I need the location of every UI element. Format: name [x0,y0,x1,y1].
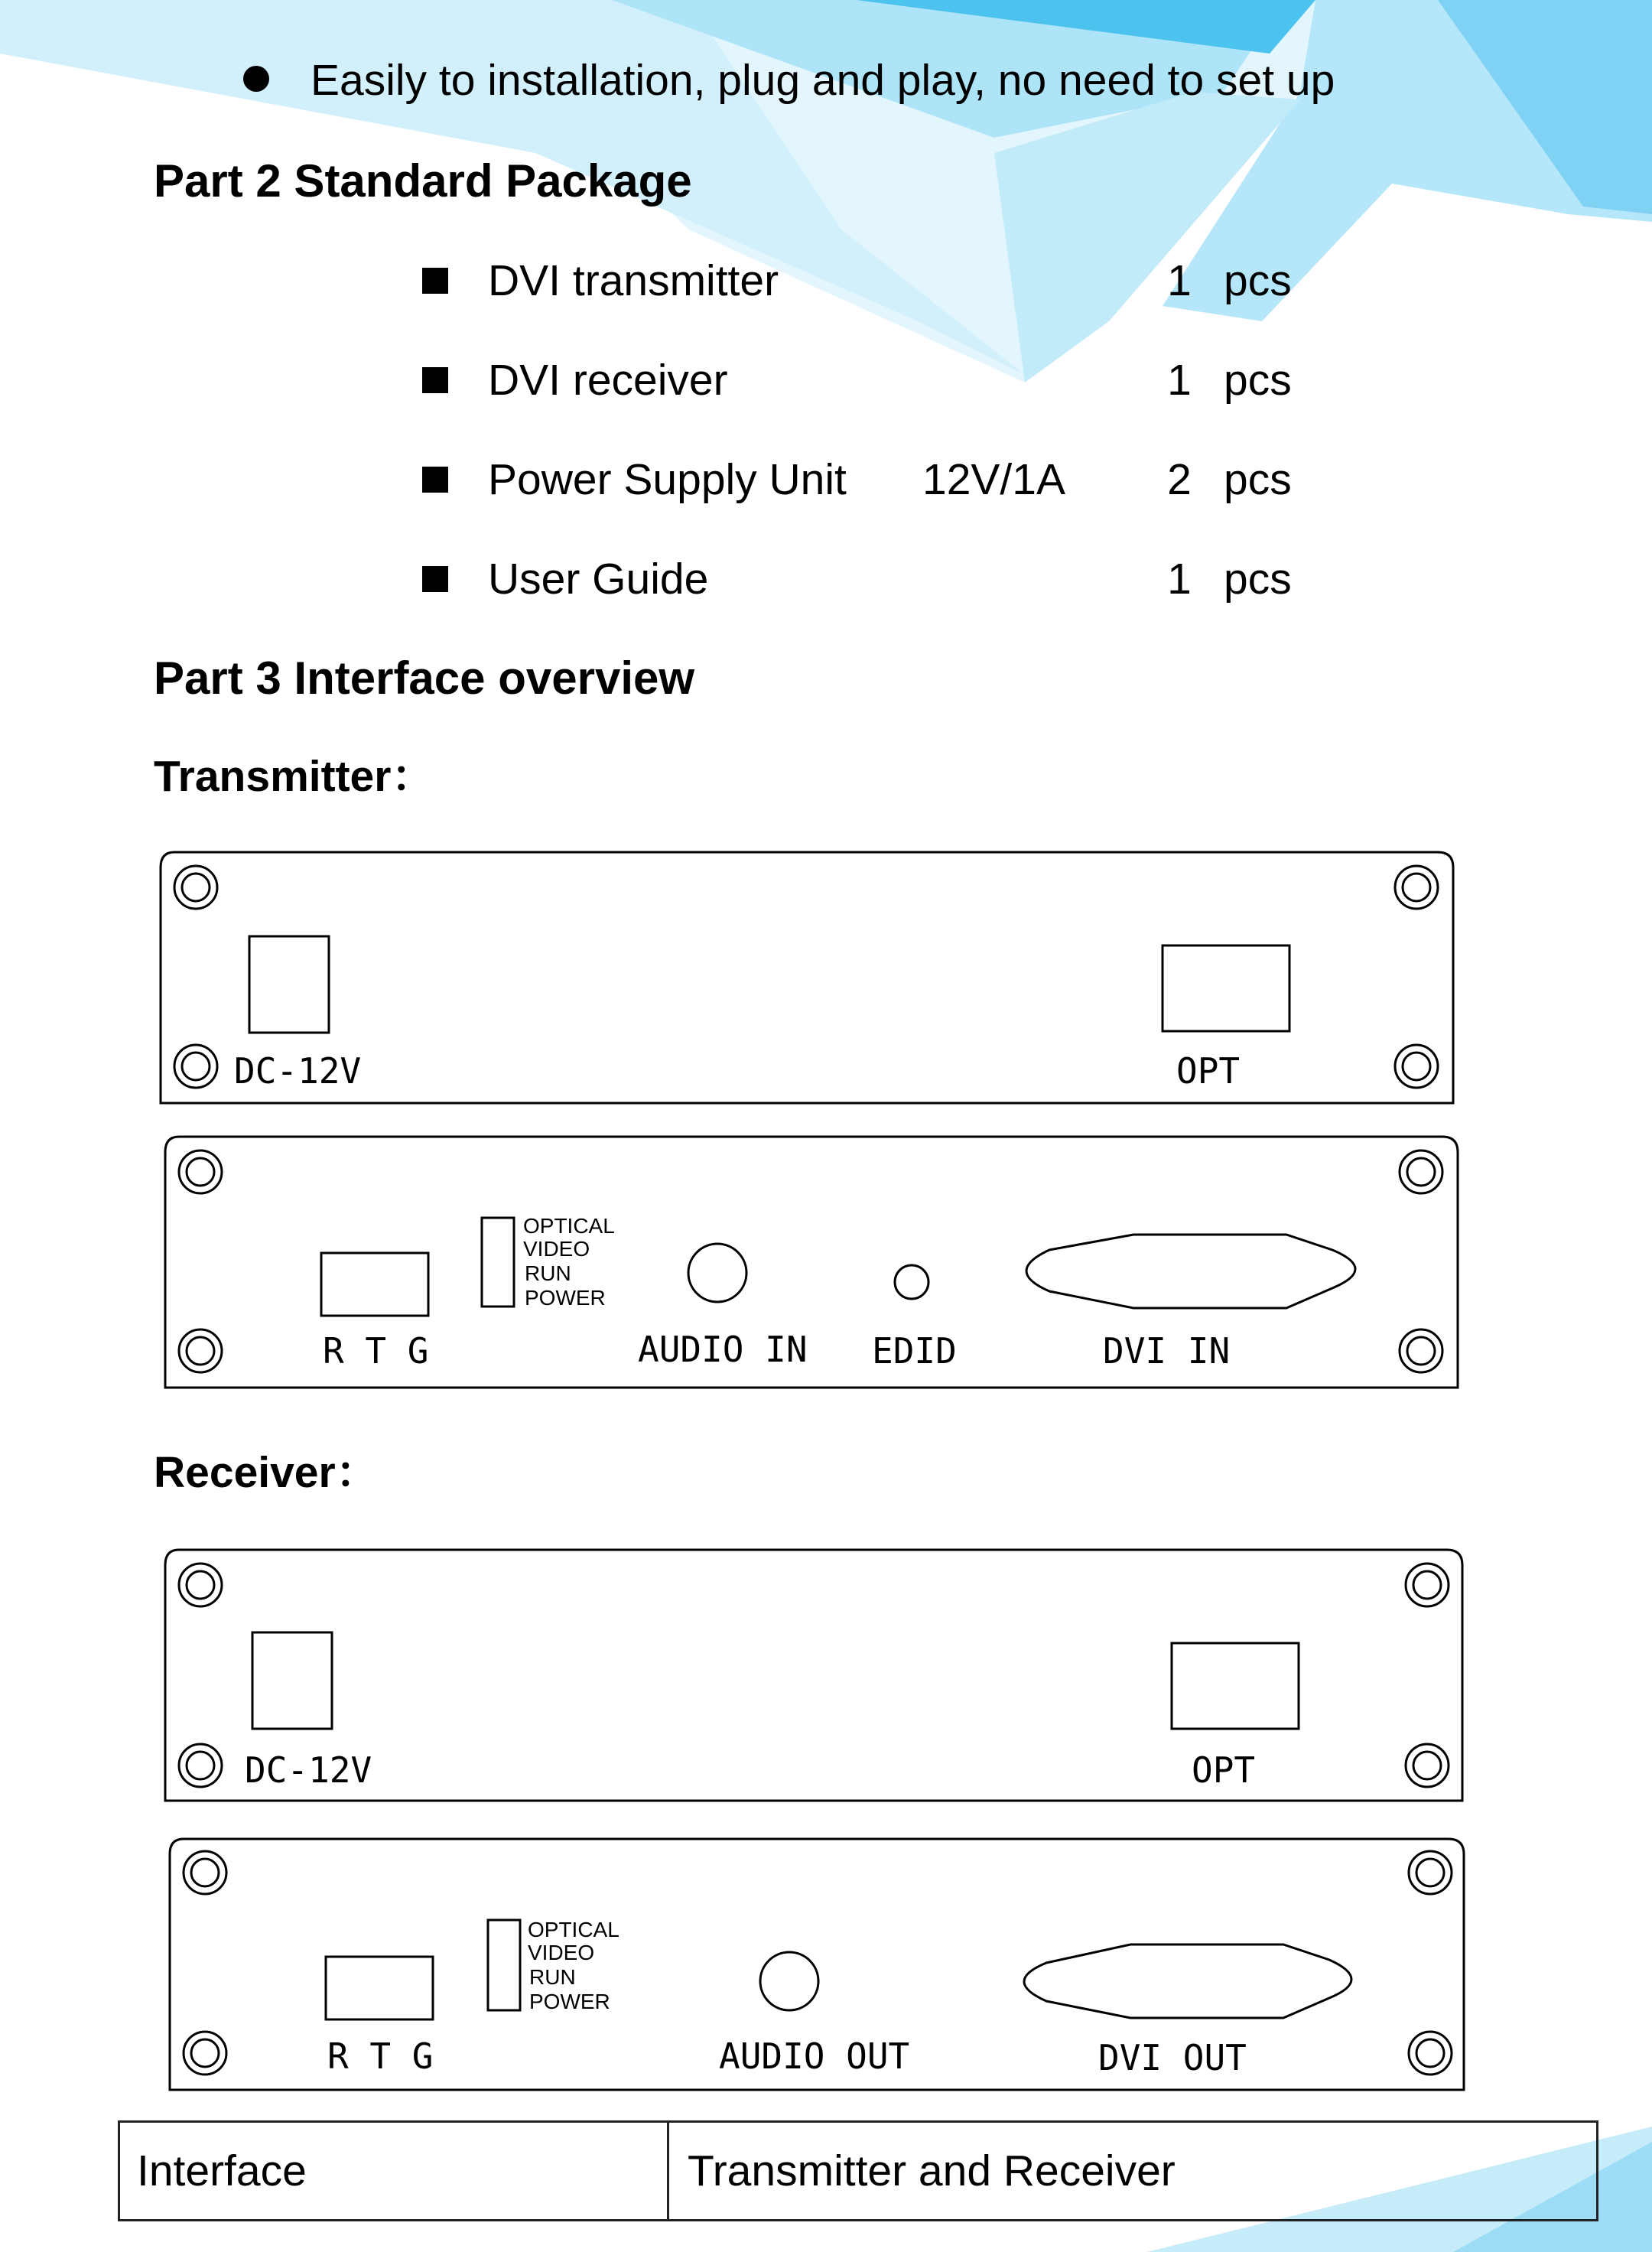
screw-icon [179,1329,222,1372]
receiver-front-panel [162,1548,1464,1804]
receiver-back-panel [167,1837,1465,2093]
dc-power-port [249,936,329,1033]
square-bullet-icon [422,268,448,294]
package-item-qty: 1 [1167,356,1192,405]
bullet-dot-icon [243,66,269,92]
edid-button [895,1265,928,1299]
led-label: VIDEO [528,1941,595,1964]
package-item [422,453,1340,506]
package-item-unit: pcs [1224,356,1292,405]
package-item-unit: pcs [1224,256,1292,305]
opt-port [1172,1643,1299,1729]
dc-power-port [252,1632,332,1729]
screw-icon [1395,1045,1438,1088]
package-item-qty: 1 [1167,256,1192,305]
led-indicator-strip [482,1218,514,1307]
led-label: RUN [529,1965,576,1989]
screw-icon [184,2032,226,2075]
package-item [422,353,1340,407]
screw-icon [1400,1150,1442,1193]
dvi-out-label: DVI OUT [1098,2037,1247,2078]
square-bullet-icon [422,367,448,393]
opt-port [1163,945,1289,1031]
rtg-port [326,1957,433,2019]
led-indicator-strip [488,1920,520,2010]
dvi-in-port [1026,1235,1355,1308]
package-item-unit: pcs [1224,455,1292,504]
opt-port-label: OPT [1192,1749,1256,1791]
edid-label: EDID [872,1330,957,1372]
package-item-name: Power Supply Unit [488,455,847,504]
screw-icon [1406,1564,1449,1606]
package-item-name: User Guide [488,555,709,604]
package-item-name: DVI transmitter [488,256,779,305]
part3-heading: Part 3 Interface overview [154,652,695,704]
screw-icon [1395,866,1438,909]
audio-out-jack [760,1952,818,2010]
square-bullet-icon [422,566,448,592]
audio-in-jack [688,1244,746,1302]
screw-icon [1409,2032,1452,2075]
part2-heading: Part 2 Standard Package [154,155,692,207]
audio-out-label: AUDIO OUT [719,2036,910,2077]
led-label: VIDEO [523,1237,590,1261]
package-item-spec: 12V/1A [922,455,1065,504]
transmitter-label: Transmitter： [154,752,435,801]
screw-icon [174,866,217,909]
rtg-port-label: R T G [323,1330,429,1372]
screw-icon [1400,1329,1442,1372]
screw-icon [174,1045,217,1088]
receiver-label: Receiver： [154,1448,379,1497]
led-label: OPTICAL [528,1918,620,1941]
dvi-out-port [1024,1944,1351,2018]
dvi-in-label: DVI IN [1103,1330,1231,1372]
package-item-unit: pcs [1224,555,1292,604]
led-label: POWER [525,1286,606,1310]
table-cell-interface: Interface [120,2123,669,2219]
led-label: POWER [529,1990,610,2013]
screw-icon [179,1744,222,1787]
package-item [422,254,1340,308]
package-item-qty: 1 [1167,555,1192,604]
interface-table [118,2120,1598,2221]
screw-icon [1406,1744,1449,1787]
dc-port-label: DC-12V [245,1749,372,1791]
rtg-port-label: R T G [327,2036,434,2077]
table-cell-applies-to: Transmitter and Receiver [688,2146,1176,2195]
package-item-name: DVI receiver [488,356,728,405]
transmitter-back-panel [162,1135,1459,1391]
rtg-port [321,1253,428,1316]
opt-port-label: OPT [1176,1050,1241,1092]
screw-icon [184,1851,226,1894]
transmitter-front-panel [158,851,1455,1106]
dc-port-label: DC-12V [234,1050,362,1092]
square-bullet-icon [422,467,448,493]
intro-bullet [243,54,1335,107]
screw-icon [179,1564,222,1606]
package-item-qty: 2 [1167,455,1192,504]
led-label: OPTICAL [523,1214,615,1238]
package-item [422,552,1340,606]
audio-in-label: AUDIO IN [638,1329,808,1370]
intro-bullet-text: Easily to installation, plug and play, no need to set up [311,56,1335,105]
led-label: RUN [525,1261,571,1285]
screw-icon [1409,1851,1452,1894]
screw-icon [179,1150,222,1193]
